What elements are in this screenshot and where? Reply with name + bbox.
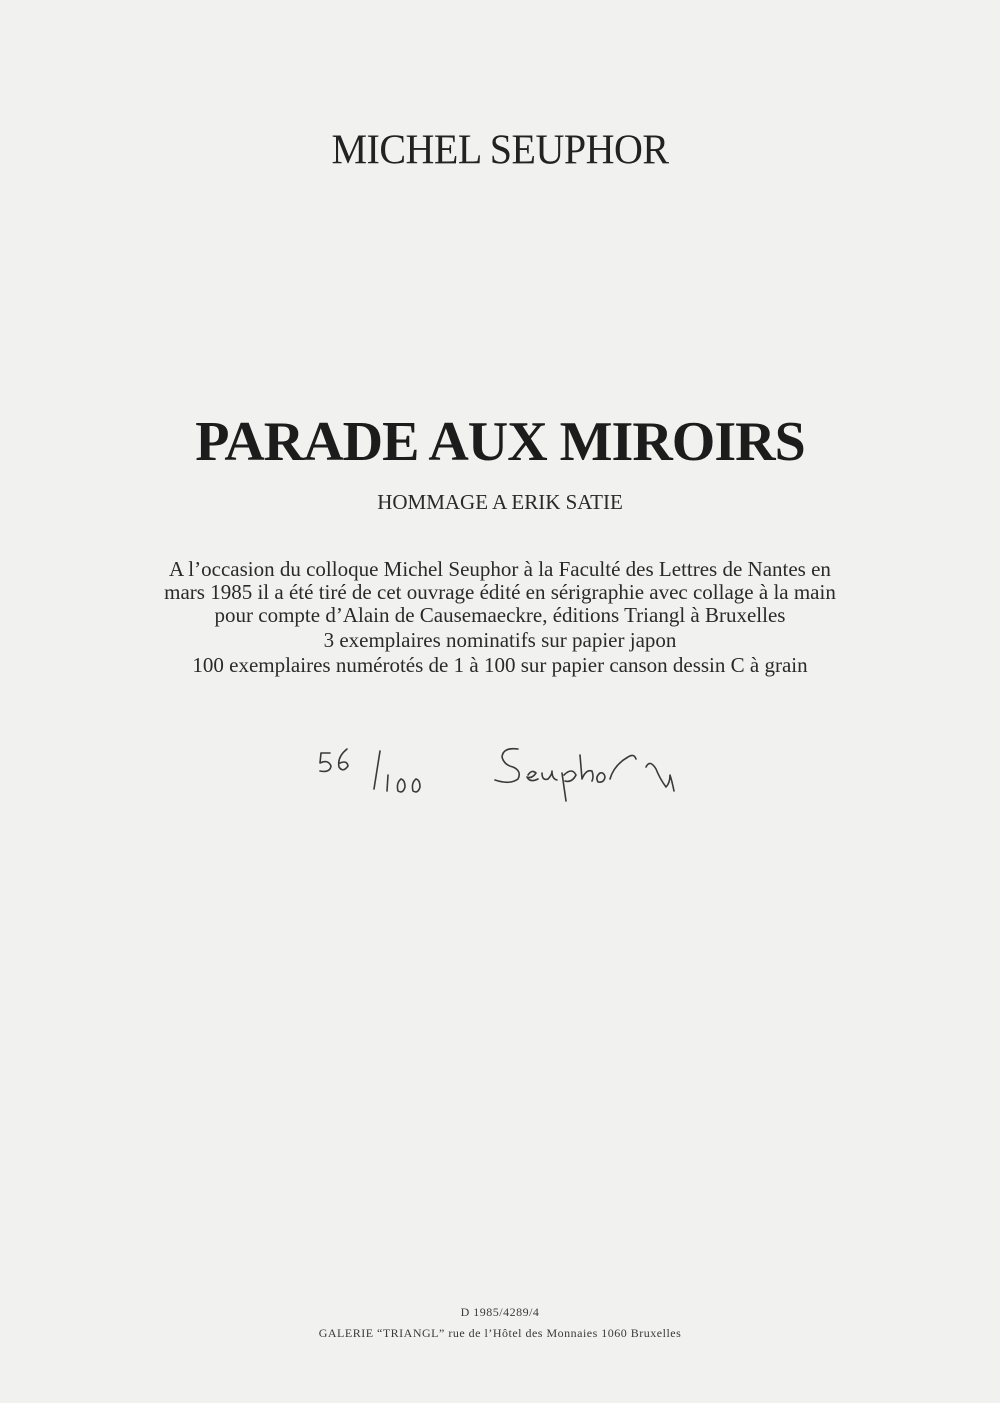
colophon-line: mars 1985 il a été tiré de cet ouvrage édité en sérigraphie avec collage à la main: [164, 580, 836, 604]
handwritten-signature-drawing: [310, 735, 690, 815]
colophon-line: pour compte d’Alain de Causemaeckre, éditions Triangl à Bruxelles: [214, 603, 786, 627]
colophon-text: [100, 558, 900, 677]
handwritten-annotation: [310, 735, 690, 815]
document-title: PARADE AUX MIROIRS: [195, 411, 805, 473]
legal-deposit-number: D 1985/4289/4: [460, 1305, 540, 1319]
author-name: MICHEL SEUPHOR: [331, 125, 669, 174]
document-subtitle: HOMMAGE A ERIK SATIE: [377, 490, 623, 514]
page-footer: [0, 1302, 1000, 1344]
colophon-line: A l’occasion du colloque Michel Seuphor à la Faculté des Lettres de Nantes en: [169, 557, 831, 581]
edition-japon-line: 3 exemplaires nominatifs sur papier japon: [323, 628, 677, 652]
edition-canson-line: 100 exemplaires numérotés de 1 à 100 sur papier canson dessin C à grain: [192, 653, 808, 677]
gallery-address: GALERIE “TRIANGL” rue de l’Hôtel des Monnaies 1060 Bruxelles: [318, 1326, 682, 1340]
